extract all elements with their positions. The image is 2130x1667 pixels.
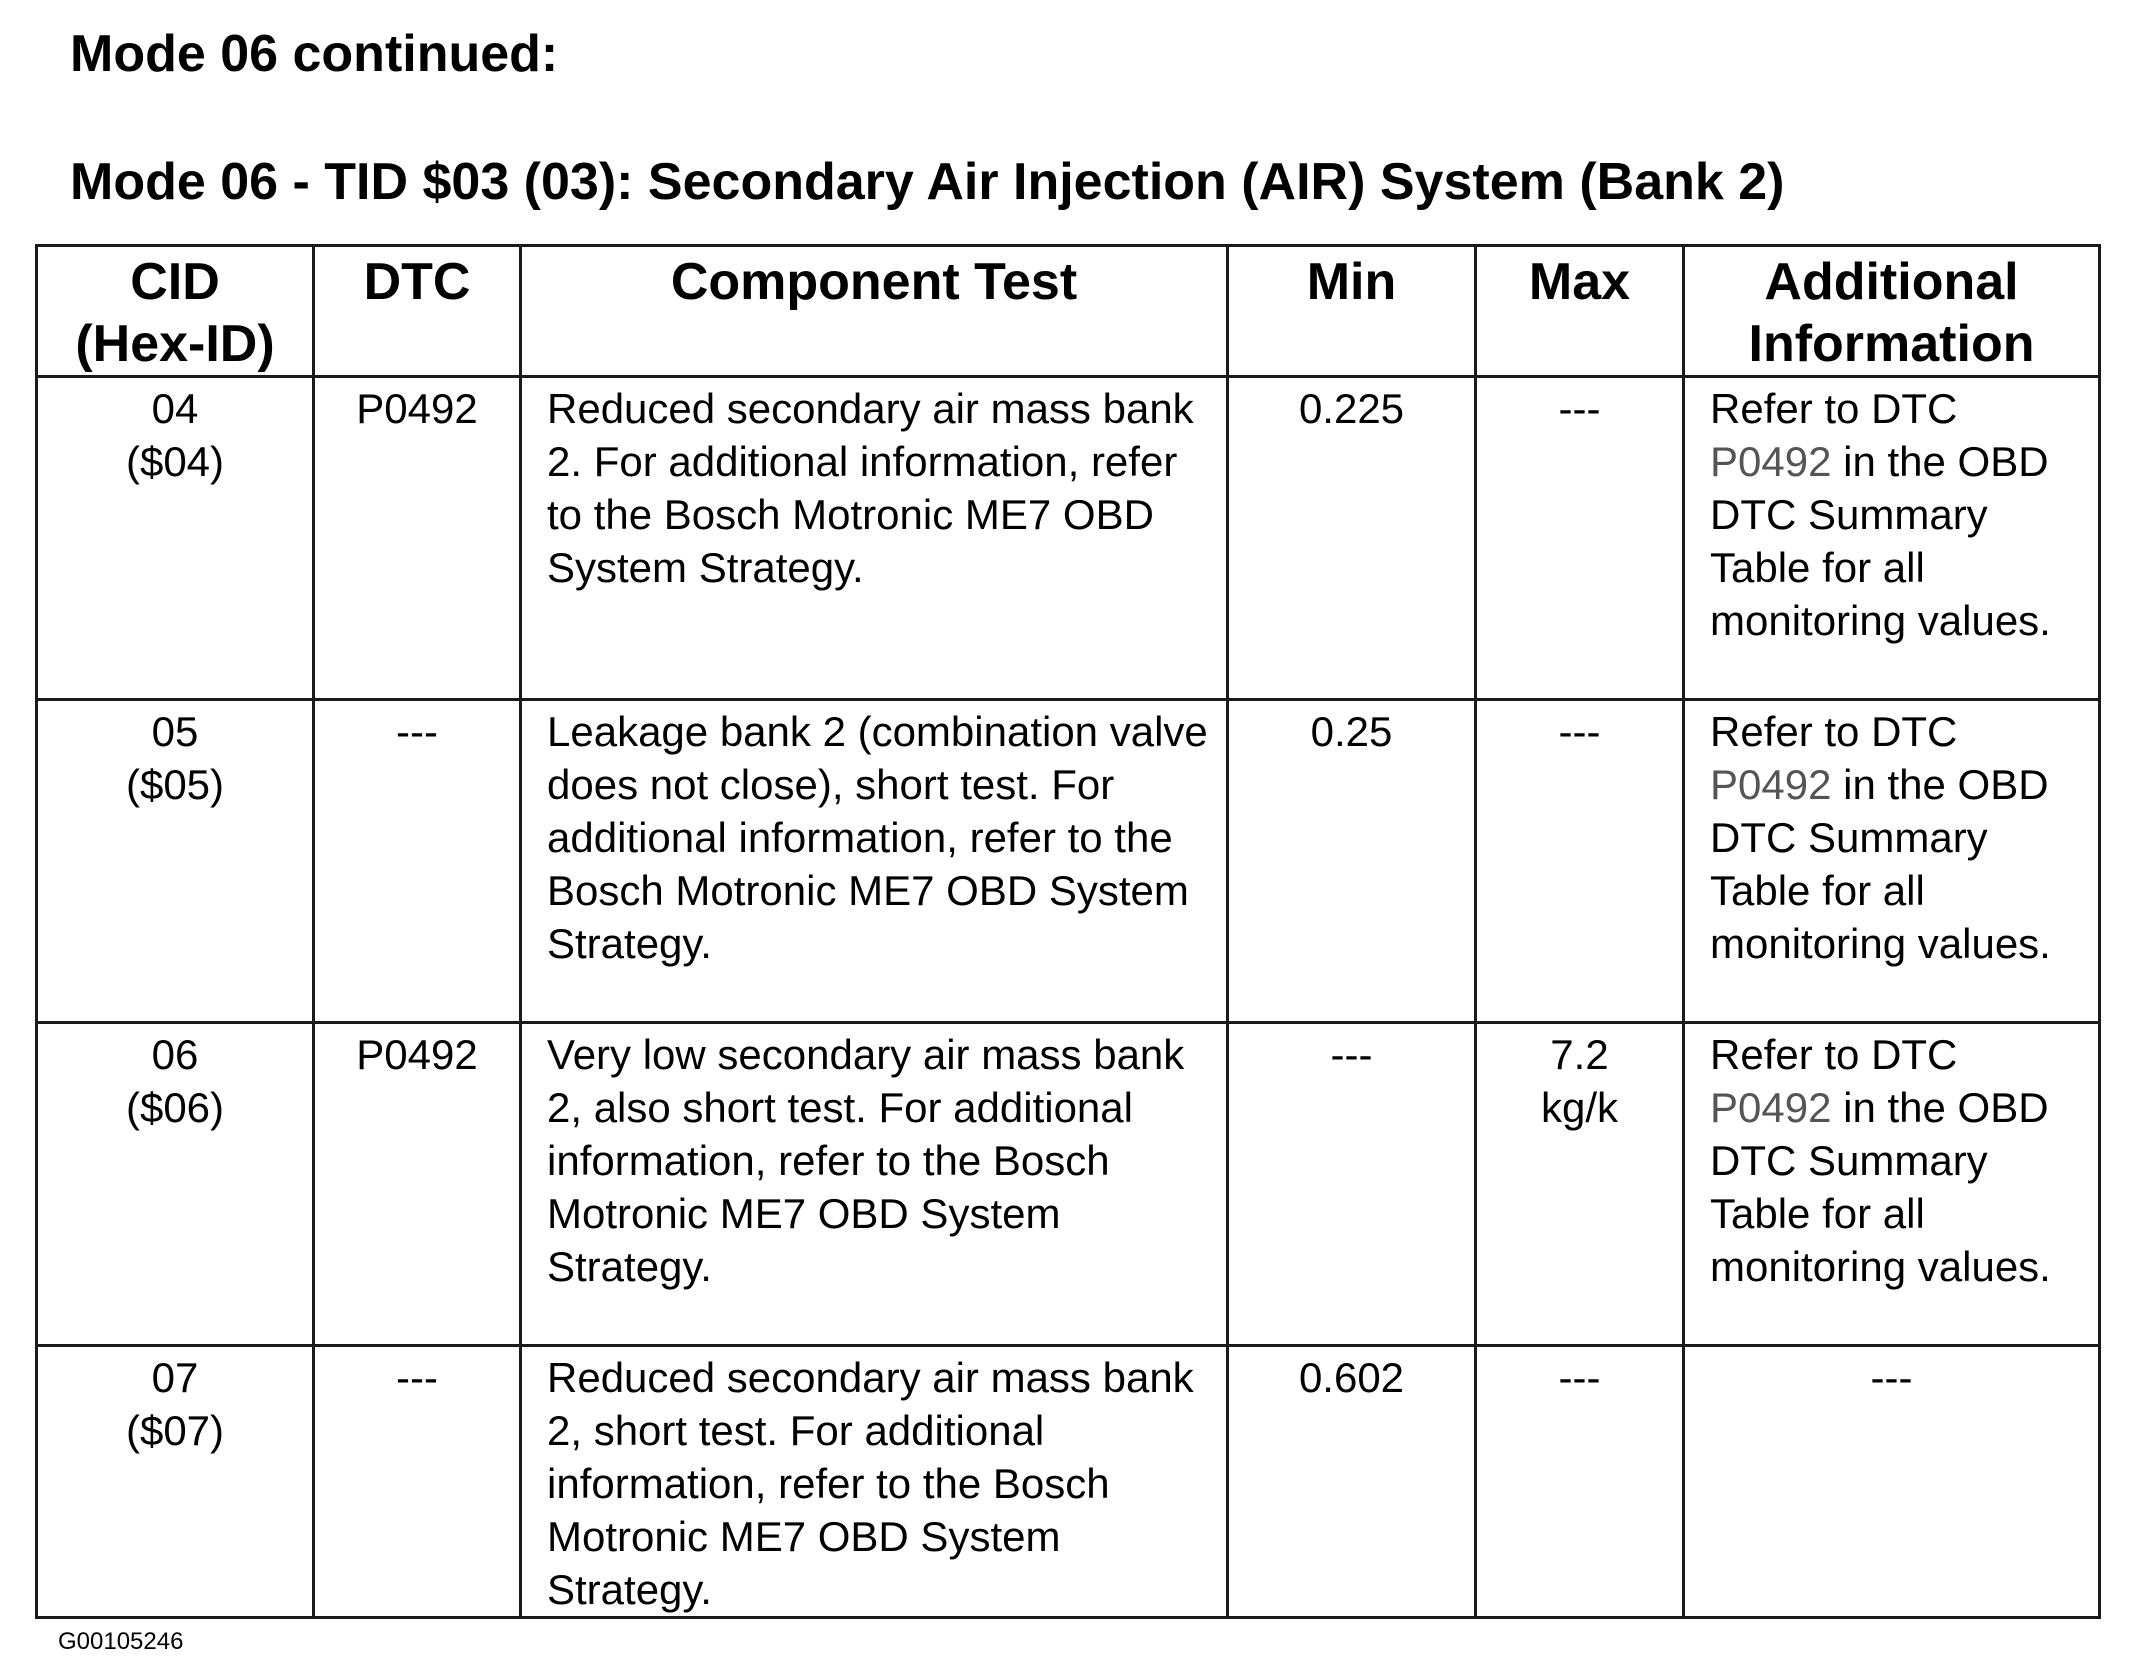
min-cell: 0.602 [1228, 1346, 1476, 1618]
info-dtc-reference[interactable]: P0492 [1710, 438, 1832, 485]
cid-hex: ($07) [125, 1407, 225, 1454]
component-test-cell: Leakage bank 2 (combination valve does not close), short test. For additional information, refer to the Bosch Motronic ME7 OBD System Strategy. [521, 700, 1228, 1023]
table-row [37, 700, 2100, 1023]
info-suffix: in the OBD DTC Summary Table for all monitoring values. [1710, 438, 2051, 644]
additional-info-cell [1684, 377, 2100, 700]
max-cell [1476, 1346, 1684, 1618]
cid-cell [37, 700, 314, 1023]
max-value: 7.2 [1550, 1031, 1609, 1078]
column-header-max [1476, 246, 1684, 377]
max-value: --- [1558, 1354, 1601, 1401]
mode06-table [35, 244, 2101, 1619]
dtc-cell: P0492 [314, 1023, 521, 1346]
max-cell [1476, 377, 1684, 700]
additional-info-cell: --- [1684, 1346, 2100, 1618]
column-header-min [1228, 246, 1476, 377]
max-cell [1476, 1023, 1684, 1346]
table-header-row [37, 246, 2100, 377]
cid-hex: ($05) [125, 761, 225, 808]
table-row [37, 1023, 2100, 1346]
cid-value: 04 [151, 385, 199, 432]
info-suffix: in the OBD DTC Summary Table for all monitoring values. [1710, 1084, 2051, 1290]
cid-hex: ($06) [125, 1084, 225, 1131]
section-title: Mode 06 - TID $03 (03): Secondary Air Injection (AIR) System (Bank 2) [70, 153, 1785, 211]
cid-cell [37, 1023, 314, 1346]
column-header-dtc-label: DTC [363, 253, 471, 311]
max-value: --- [1558, 708, 1601, 755]
cid-value: 06 [151, 1031, 199, 1078]
column-header-additional-information [1684, 246, 2100, 377]
info-suffix: in the OBD DTC Summary Table for all monitoring values. [1710, 761, 2051, 967]
min-cell: --- [1228, 1023, 1476, 1346]
info-prefix: Refer to DTC [1710, 1031, 1958, 1078]
table-row [37, 377, 2100, 700]
page-title: Mode 06 continued: [70, 25, 559, 83]
info-prefix: Refer to DTC [1710, 385, 1958, 432]
column-header-component-test-label: Component Test [670, 253, 1078, 311]
column-header-max-label: Max [1528, 253, 1631, 311]
dtc-cell: --- [314, 1346, 521, 1618]
cid-value: 05 [151, 708, 199, 755]
min-cell: 0.25 [1228, 700, 1476, 1023]
cid-value: 07 [151, 1354, 199, 1401]
column-header-min-label: Min [1306, 253, 1397, 311]
column-header-info-line2: Information [1748, 315, 2035, 373]
column-header-info-line1: Additional [1764, 253, 2019, 311]
additional-info-cell [1684, 1023, 2100, 1346]
component-test-cell: Reduced secondary air mass bank 2. For additional information, refer to the Bosch Motronic ME7 OBD System Strategy. [521, 377, 1228, 700]
dtc-cell: --- [314, 700, 521, 1023]
column-header-dtc [314, 246, 521, 377]
min-cell: 0.225 [1228, 377, 1476, 700]
additional-info-cell [1684, 700, 2100, 1023]
info-dtc-reference[interactable]: P0492 [1710, 761, 1832, 808]
dtc-cell: P0492 [314, 377, 521, 700]
info-dtc-reference[interactable]: P0492 [1710, 1084, 1832, 1131]
column-header-cid-line2: (Hex-ID) [75, 315, 275, 373]
table-row [37, 1346, 2100, 1618]
max-unit: kg/k [1540, 1084, 1619, 1131]
cid-cell [37, 1346, 314, 1618]
component-test-cell: Reduced secondary air mass bank 2, short test. For additional information, refer to the Bosch Motronic ME7 OBD System Strategy. [521, 1346, 1228, 1618]
max-cell [1476, 700, 1684, 1023]
column-header-cid-line1: CID [130, 253, 220, 311]
cid-cell [37, 377, 314, 700]
info-prefix: Refer to DTC [1710, 708, 1958, 755]
column-header-component-test [521, 246, 1228, 377]
figure-code: G00105246 [58, 1628, 184, 1655]
column-header-cid [37, 246, 314, 377]
max-value: --- [1558, 385, 1601, 432]
cid-hex: ($04) [125, 438, 225, 485]
component-test-cell: Very low secondary air mass bank 2, also short test. For additional information, refer to the Bosch Motronic ME7 OBD System Strategy. [521, 1023, 1228, 1346]
